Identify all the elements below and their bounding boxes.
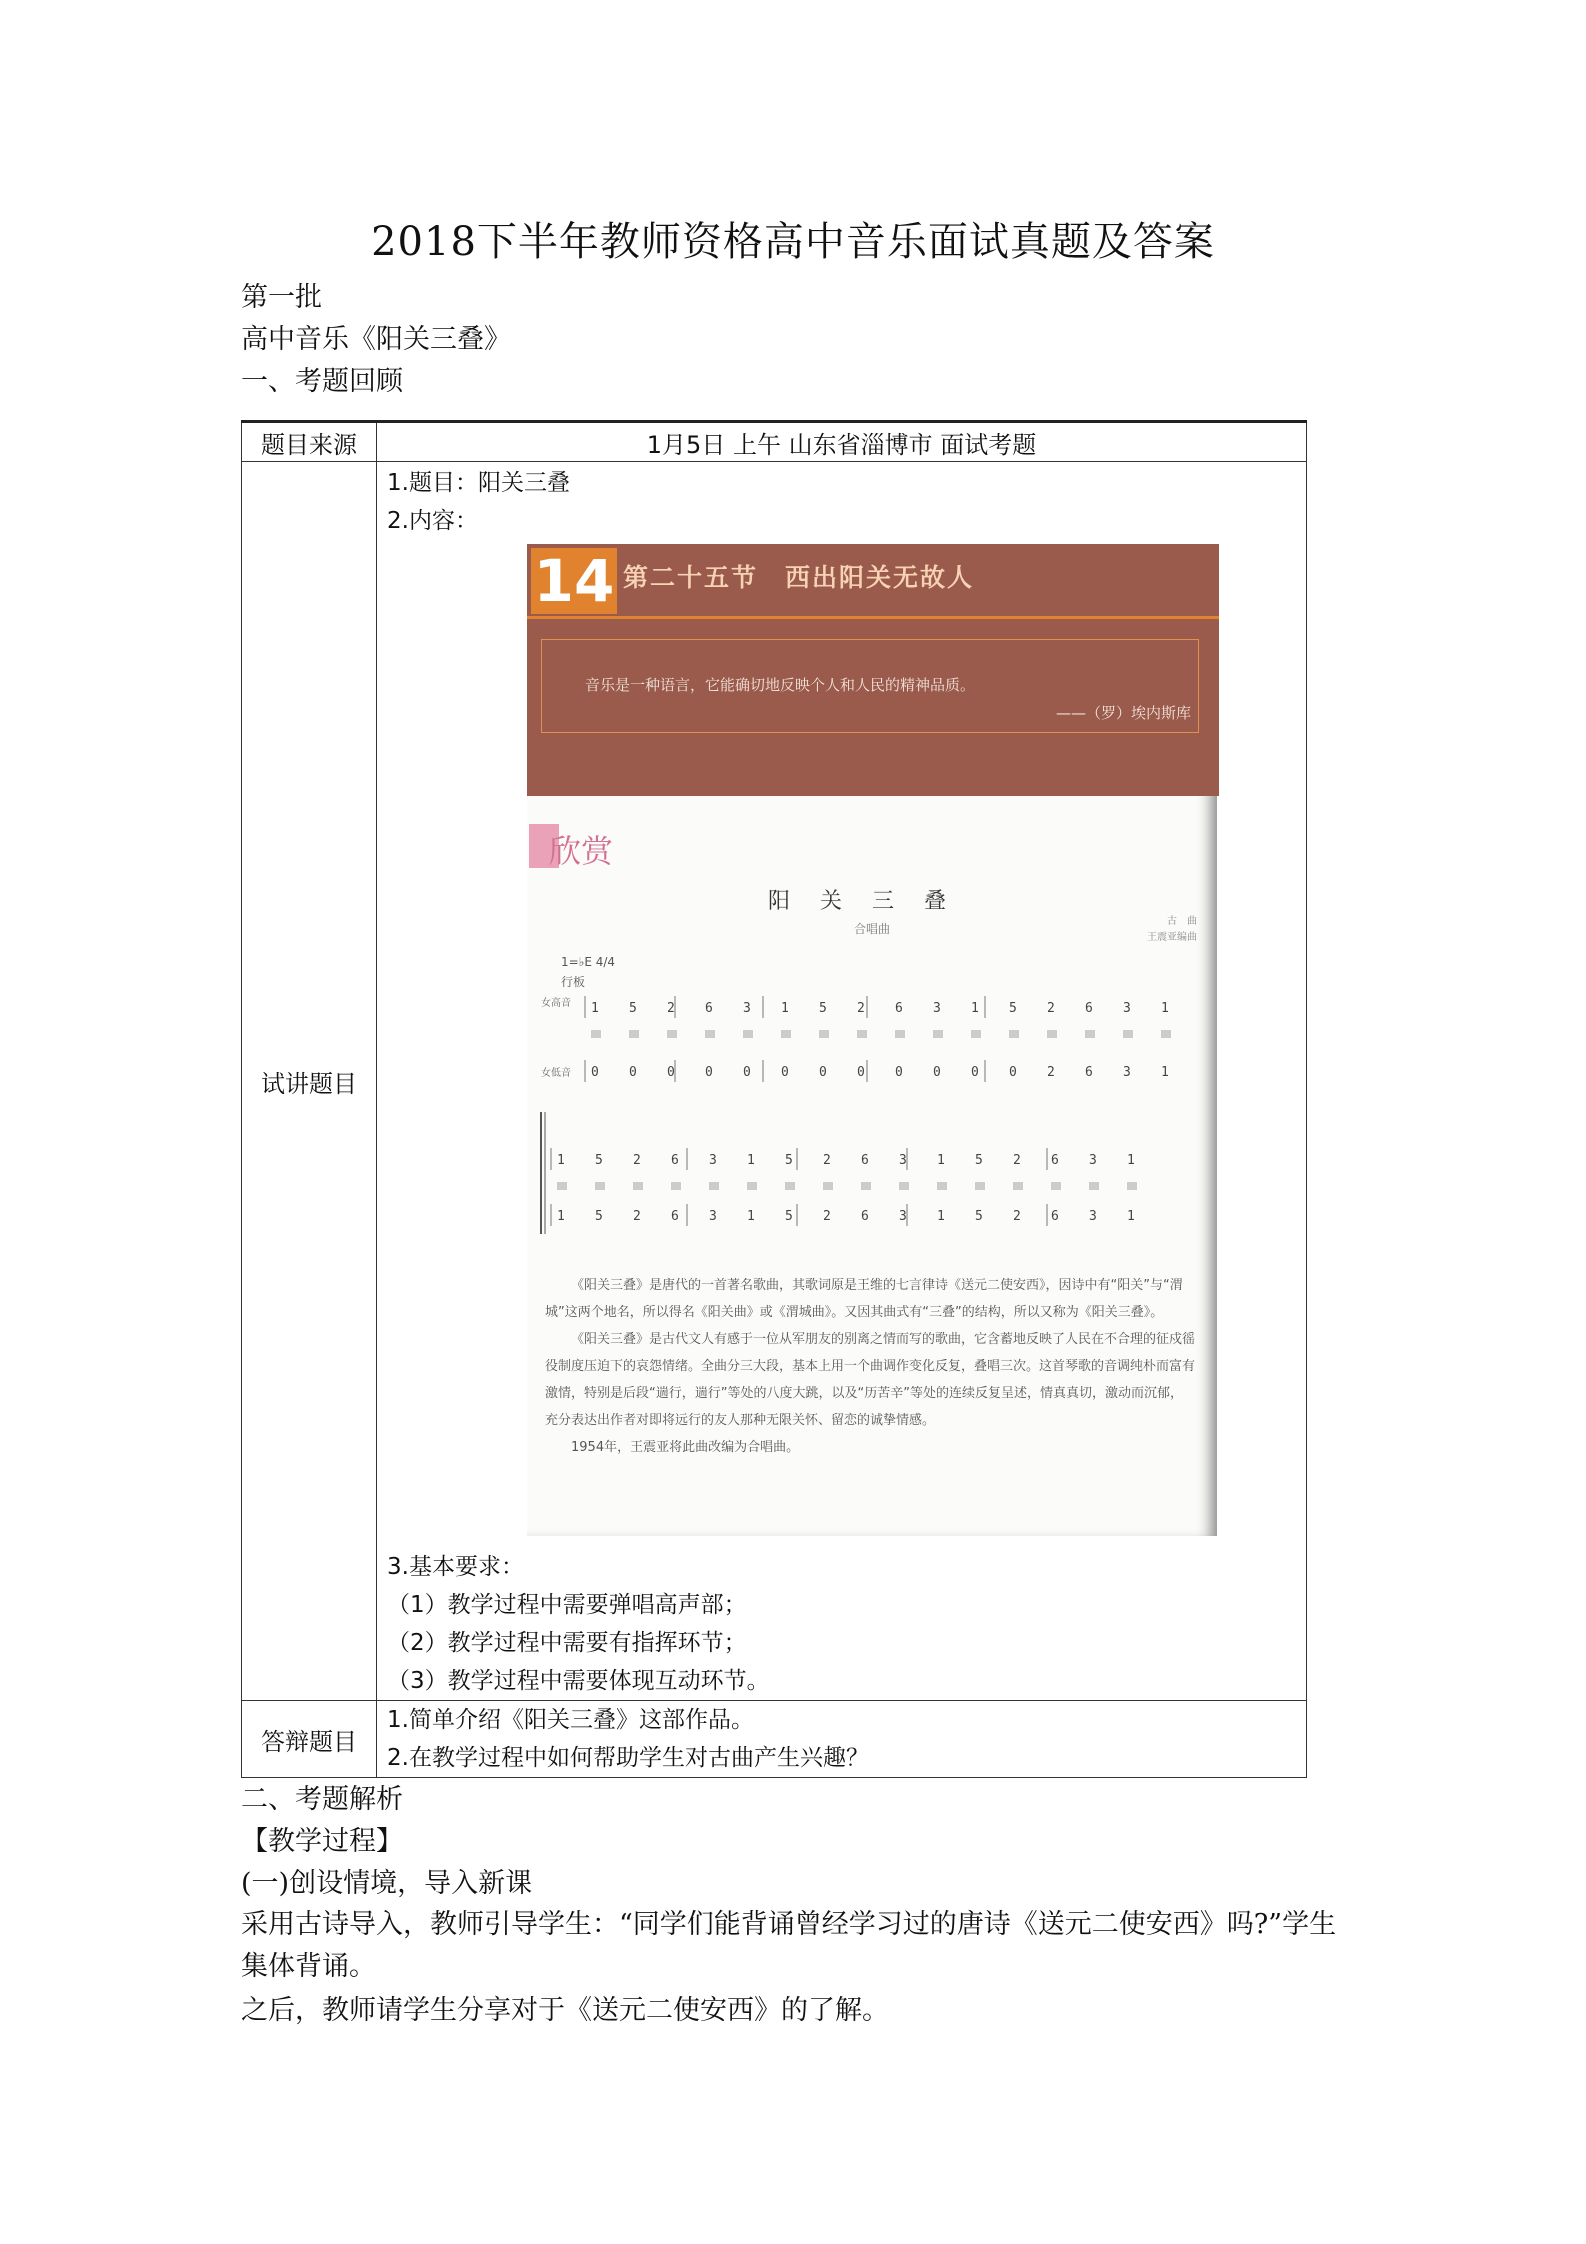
score-note: 6 <box>861 1209 869 1224</box>
song-title: 阳关三叠 <box>767 889 976 914</box>
score-note: 3 <box>743 1001 751 1016</box>
unit-number: 14 <box>531 548 617 614</box>
lyric-mark <box>1085 1030 1095 1038</box>
score-note: 3 <box>709 1209 717 1224</box>
trial-content <box>377 462 1307 1701</box>
score-note: 2 <box>1047 1001 1055 1016</box>
analysis-text-2: 之后，教师请学生分享对于《送元二使安西》的了解。 <box>241 1995 889 2026</box>
tempo-word: 行板 <box>561 975 586 989</box>
requirement-2: （2）教学过程中需要有指挥环节； <box>387 1630 747 1656</box>
lyric-mark <box>1047 1030 1057 1038</box>
topic-line: 1.题目：阳关三叠 <box>387 470 570 496</box>
description-p3: 1954年，王震亚将此曲改编为合唱曲。 <box>571 1440 800 1455</box>
score-note: 1 <box>557 1209 565 1224</box>
lyric-mark <box>629 1030 639 1038</box>
score-note: 5 <box>629 1001 637 1016</box>
teaching-process-heading: 【教学过程】 <box>241 1826 403 1857</box>
score-note: 1 <box>1127 1209 1135 1224</box>
score-note: 6 <box>1051 1209 1059 1224</box>
score-note: 0 <box>819 1065 827 1080</box>
analysis-text-1: 采用古诗导入，教师引导学生：“同学们能背诵曾经学习过的唐诗《送元二使安西》吗?”学生集体背诵。 <box>241 1909 1337 1982</box>
score-note: 2 <box>633 1209 641 1224</box>
score-note: 0 <box>971 1065 979 1080</box>
score-note: 1 <box>937 1209 945 1224</box>
score-note: 3 <box>1089 1209 1097 1224</box>
lyric-mark <box>591 1030 601 1038</box>
lyric-mark <box>633 1182 643 1190</box>
score-note: 3 <box>899 1209 907 1224</box>
score-note: 5 <box>595 1209 603 1224</box>
score-note: 6 <box>705 1001 713 1016</box>
lyric-mark <box>747 1182 757 1190</box>
score-note: 0 <box>591 1065 599 1080</box>
lyric-mark <box>705 1030 715 1038</box>
subject-label: 高中音乐《阳关三叠》 <box>241 324 511 355</box>
score-note: 1 <box>1161 1065 1169 1080</box>
source-label: 题目来源 <box>242 422 377 462</box>
score-note: 5 <box>975 1209 983 1224</box>
lyric-mark <box>895 1030 905 1038</box>
score-note: 6 <box>1051 1153 1059 1168</box>
score-note: 2 <box>633 1153 641 1168</box>
score-note: 2 <box>857 1001 865 1016</box>
score-note: 6 <box>671 1153 679 1168</box>
defense-content <box>377 1701 1307 1778</box>
defense-question-1: 1.简单介绍《阳关三叠》这部作品。 <box>387 1707 754 1733</box>
lyric-mark <box>1009 1030 1019 1038</box>
lyric-mark <box>861 1182 871 1190</box>
lyric-mark <box>595 1182 605 1190</box>
score-note: 1 <box>591 1001 599 1016</box>
credit-origin: 古 曲 <box>1167 916 1197 927</box>
score-note: 1 <box>971 1001 979 1016</box>
score-notation <box>527 544 1217 1264</box>
score-note: 5 <box>975 1153 983 1168</box>
score-note: 2 <box>1047 1065 1055 1080</box>
requirements-title: 3.基本要求： <box>387 1554 524 1580</box>
score-note: 6 <box>861 1153 869 1168</box>
score-note: 5 <box>595 1153 603 1168</box>
score-note: 6 <box>671 1209 679 1224</box>
appreciation-label: 欣赏 <box>549 832 614 870</box>
score-note: 5 <box>785 1153 793 1168</box>
credit-arranger: 王震亚编曲 <box>1147 932 1197 943</box>
score-note: 3 <box>933 1001 941 1016</box>
song-description <box>545 1272 1195 1461</box>
lyric-mark <box>671 1182 681 1190</box>
score-note: 3 <box>1089 1153 1097 1168</box>
textbook-image <box>527 544 1217 1536</box>
lyric-mark <box>819 1030 829 1038</box>
score-note: 0 <box>781 1065 789 1080</box>
requirement-1: （1）教学过程中需要弹唱高声部； <box>387 1592 747 1618</box>
lyric-mark <box>1123 1030 1133 1038</box>
lyric-mark <box>937 1182 947 1190</box>
lyric-mark <box>857 1030 867 1038</box>
step-heading-1: (一)创设情境，导入新课 <box>241 1868 533 1899</box>
score-note: 1 <box>747 1153 755 1168</box>
score-note: 0 <box>857 1065 865 1080</box>
score-note: 1 <box>937 1153 945 1168</box>
lyric-mark <box>667 1030 677 1038</box>
trial-label: 试讲题目 <box>242 462 377 1701</box>
score-note: 1 <box>747 1209 755 1224</box>
description-p1: 《阳关三叠》是唐代的一首著名歌曲，其歌词原是王维的七言律诗《送元二使安西》，因诗中有“阳关”与“渭城”这两个地名，所以得名《阳关曲》或《渭城曲》。又因其曲式有“三叠”的结构，所以又称为《阳关三叠》。 <box>545 1278 1183 1320</box>
lyric-mark <box>899 1182 909 1190</box>
quote-author: ——（罗）埃内斯库 <box>1055 704 1191 722</box>
defense-question-2: 2.在教学过程中如何帮助学生对古曲产生兴趣？ <box>387 1745 869 1771</box>
score-note: 0 <box>1009 1065 1017 1080</box>
lyric-mark <box>1051 1182 1061 1190</box>
score-note: 3 <box>899 1153 907 1168</box>
score-note: 0 <box>895 1065 903 1080</box>
source-value: 1月5日 上午 山东省淄博市 面试考题 <box>377 422 1307 462</box>
score-note: 0 <box>933 1065 941 1080</box>
score-note: 5 <box>785 1209 793 1224</box>
score-note: 3 <box>1123 1001 1131 1016</box>
content-label: 2.内容： <box>387 508 478 534</box>
lyric-mark <box>971 1030 981 1038</box>
lyric-mark <box>785 1182 795 1190</box>
lyric-mark <box>1089 1182 1099 1190</box>
score-note: 2 <box>823 1153 831 1168</box>
score-note: 2 <box>1013 1153 1021 1168</box>
document-title: 2018下半年教师资格高中音乐面试真题及答案 <box>371 219 1215 265</box>
voice-label-high: 女高音 <box>541 998 571 1009</box>
song-subtitle: 合唱曲 <box>853 922 890 936</box>
score-note: 1 <box>557 1153 565 1168</box>
lyric-mark <box>743 1030 753 1038</box>
score-note: 0 <box>705 1065 713 1080</box>
score-note: 6 <box>1085 1001 1093 1016</box>
banner-quote: 音乐是一种语言，它能确切地反映个人和人民的精神品质。 <box>585 676 976 694</box>
lyric-mark <box>709 1182 719 1190</box>
score-note: 5 <box>1009 1001 1017 1016</box>
requirement-3: （3）教学过程中需要体现互动环节。 <box>387 1668 770 1694</box>
description-p2: 《阳关三叠》是古代文人有感于一位从军朋友的别离之情而写的歌曲，它含蓄地反映了人民在不合理的征戍徭役制度压迫下的哀怨情绪。全曲分三大段，基本上用一个曲调作变化反复，叠唱三次。这首琴歌的音调纯朴而富有激情，特别是后段“遄行，遄行”等处的八度大跳，以及“历苦辛”等处的连续反复呈述，情真真切，激动而沉郁，充分表达出作者对即将远行的友人那种无限关怀、留恋的诚挚情感。 <box>545 1332 1196 1428</box>
exam-table <box>241 420 1307 1778</box>
score-note: 3 <box>709 1153 717 1168</box>
score-note: 2 <box>667 1001 675 1016</box>
score-note: 3 <box>1123 1065 1131 1080</box>
lyric-mark <box>781 1030 791 1038</box>
score-note: 2 <box>823 1209 831 1224</box>
score-note: 0 <box>667 1065 675 1080</box>
score-note: 0 <box>743 1065 751 1080</box>
score-note: 6 <box>1085 1065 1093 1080</box>
score-note: 6 <box>895 1001 903 1016</box>
lyric-mark <box>1161 1030 1171 1038</box>
lyric-mark <box>975 1182 985 1190</box>
batch-label: 第一批 <box>241 282 322 313</box>
defense-label: 答辩题目 <box>242 1701 377 1778</box>
lyric-mark <box>1013 1182 1023 1190</box>
voice-label-low: 女低音 <box>541 1068 571 1079</box>
lyric-mark <box>823 1182 833 1190</box>
section-title: 第二十五节 西出阳关无故人 <box>623 563 975 592</box>
score-note: 1 <box>1161 1001 1169 1016</box>
score-note: 2 <box>1013 1209 1021 1224</box>
score-note: 1 <box>781 1001 789 1016</box>
score-note: 5 <box>819 1001 827 1016</box>
lyric-mark <box>557 1182 567 1190</box>
lyric-mark <box>933 1030 943 1038</box>
key-signature: 1=♭E 4/4 <box>561 955 616 969</box>
score-note: 0 <box>629 1065 637 1080</box>
score-note: 1 <box>1127 1153 1135 1168</box>
lyric-mark <box>1127 1182 1137 1190</box>
section-heading-analysis: 二、考题解析 <box>241 1784 403 1815</box>
section-heading-review: 一、考题回顾 <box>241 366 403 397</box>
